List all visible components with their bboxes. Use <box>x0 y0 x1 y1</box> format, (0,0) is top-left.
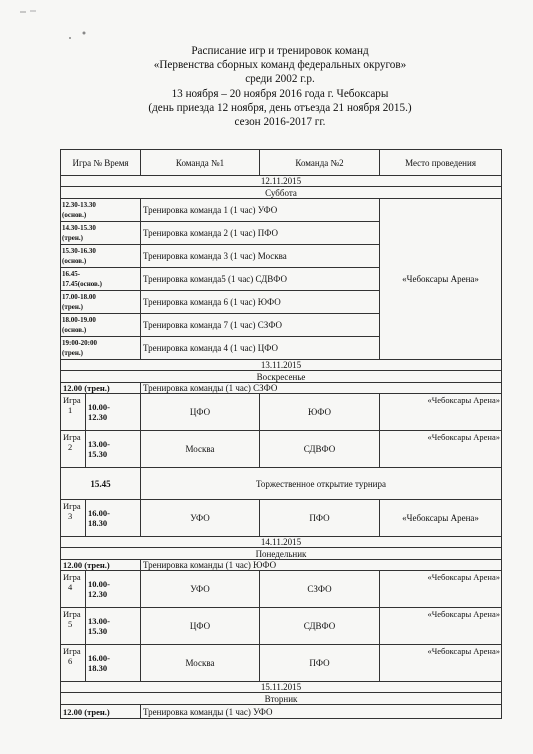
header-dates: 13 ноября – 20 ноября 2016 года г. Чебоксары <box>171 87 389 100</box>
training-row <box>61 560 502 571</box>
game-number <box>61 431 86 468</box>
game-label: Игра <box>63 609 81 619</box>
training-text: Тренировка команда 6 (1 час) ЮФО <box>141 291 380 314</box>
game-index: 2 <box>68 442 73 452</box>
weekday-row <box>61 371 502 383</box>
date-row <box>61 537 502 548</box>
game-index: 5 <box>68 619 73 629</box>
game-row <box>61 645 502 682</box>
team2-cell: ПФО <box>260 500 380 537</box>
team2-cell: СЗФО <box>260 571 380 608</box>
header-title: Расписание игр и тренировок команд <box>191 45 369 57</box>
training-time-range: 15.30-16.30 <box>62 247 96 255</box>
game-number <box>61 500 86 537</box>
training-time-type: (трен.) <box>62 349 83 357</box>
game-label: Игра <box>63 572 81 582</box>
game-time <box>86 431 141 468</box>
weekday-row <box>61 187 502 199</box>
game-index: 4 <box>68 582 73 592</box>
training-text: Тренировка команды (1 час) УФО <box>141 705 502 719</box>
team2-cell: ЮФО <box>260 394 380 431</box>
training-time <box>61 222 141 245</box>
venue-cell: «Чебоксары Арена» <box>380 431 502 468</box>
training-time-range: 12.30-13.30 <box>62 201 96 209</box>
schedule-table <box>60 149 502 719</box>
col-header-game-time: Игра № Время <box>61 150 141 176</box>
game-time-start: 10.00- <box>88 579 110 589</box>
date-cell: 15.11.2015 <box>61 682 502 693</box>
game-time-start: 13.00- <box>88 439 110 449</box>
game-label: Игра <box>63 395 81 405</box>
training-text: Тренировка команда 2 (1 час) ПФО <box>141 222 380 245</box>
team2-cell: ПФО <box>260 645 380 682</box>
venue-cell: «Чебоксары Арена» <box>380 199 502 360</box>
team1-cell: Москва <box>141 645 260 682</box>
game-index: 6 <box>68 656 73 666</box>
date-cell: 12.11.2015 <box>61 176 502 187</box>
team1-cell: УФО <box>141 500 260 537</box>
training-time-type: (трен.) <box>62 303 83 311</box>
game-time-end: 12.30 <box>88 412 108 422</box>
training-time-type: (основ.) <box>62 326 87 334</box>
game-time <box>86 608 141 645</box>
training-time-type: 17.45(основ.) <box>62 280 102 288</box>
training-time <box>61 337 141 360</box>
training-time-range: 14.30-15.30 <box>62 224 96 232</box>
weekday-cell: Понедельник <box>61 548 502 560</box>
training-time <box>61 199 141 222</box>
venue-cell: «Чебоксары Арена» <box>380 571 502 608</box>
date-cell: 13.11.2015 <box>61 360 502 371</box>
team1-cell: ЦФО <box>141 394 260 431</box>
venue-cell: «Чебоксары Арена» <box>380 394 502 431</box>
training-time-range: 17.00-18.00 <box>62 293 96 301</box>
document-header <box>60 44 500 129</box>
game-time-start: 16.00- <box>88 653 110 663</box>
training-text: Тренировка команда 1 (1 час) УФО <box>141 199 380 222</box>
training-time-type: (трен.) <box>62 234 83 242</box>
weekday-cell: Суббота <box>61 187 502 199</box>
header-season: сезон 2016-2017 гг. <box>234 116 326 129</box>
game-label: Игра <box>63 501 81 511</box>
game-number <box>61 394 86 431</box>
game-row <box>61 394 502 431</box>
venue-cell: «Чебоксары Арена» <box>380 608 502 645</box>
game-number <box>61 571 86 608</box>
game-row <box>61 571 502 608</box>
game-number <box>61 645 86 682</box>
game-time <box>86 571 141 608</box>
training-time: 12.00 (трен.) <box>61 705 141 719</box>
training-text: Тренировка команды (1 час) СЗФО <box>141 383 502 394</box>
team2-cell: СДВФО <box>260 608 380 645</box>
date-row <box>61 360 502 371</box>
table-header-row <box>61 150 502 176</box>
game-label: Игра <box>63 646 81 656</box>
team2-cell: СДВФО <box>260 431 380 468</box>
training-time <box>61 268 141 291</box>
date-row <box>61 682 502 693</box>
game-time-start: 10.00- <box>88 402 110 412</box>
header-competition: «Первенства сборных команд федеральных округов» <box>153 59 407 72</box>
date-cell: 14.11.2015 <box>61 537 502 548</box>
game-number <box>61 608 86 645</box>
game-time-end: 18.30 <box>88 663 108 673</box>
date-row <box>61 176 502 187</box>
game-time-end: 18.30 <box>88 518 108 528</box>
game-time-end: 15.30 <box>88 626 108 636</box>
training-time: 12.00 (трен.) <box>61 383 141 394</box>
game-time-end: 15.30 <box>88 449 108 459</box>
game-time <box>86 645 141 682</box>
header-arrival: (день приезда 12 ноября, день отъезда 21 ноября 2015.) <box>148 101 412 114</box>
game-index: 3 <box>68 511 73 521</box>
game-row <box>61 431 502 468</box>
game-time-start: 16.00- <box>88 508 110 518</box>
training-text: Тренировка команда 7 (1 час) СЗФО <box>141 314 380 337</box>
training-time <box>61 314 141 337</box>
training-time <box>61 291 141 314</box>
ceremony-time: 15.45 <box>61 468 141 500</box>
ceremony-row <box>61 468 502 500</box>
training-text: Тренировка команды (1 час) ЮФО <box>141 560 502 571</box>
game-label: Игра <box>63 432 81 442</box>
venue-cell: «Чебоксары Арена» <box>380 645 502 682</box>
game-time-end: 12.30 <box>88 589 108 599</box>
game-time <box>86 394 141 431</box>
team1-cell: ЦФО <box>141 608 260 645</box>
ceremony-text: Торжественное открытие турнира <box>141 468 502 500</box>
training-text: Тренировка команда5 (1 час) СДВФО <box>141 268 380 291</box>
team1-cell: УФО <box>141 571 260 608</box>
game-index: 1 <box>68 405 73 415</box>
training-time <box>61 245 141 268</box>
training-row <box>61 705 502 719</box>
training-time-type: (основ.) <box>62 211 87 219</box>
training-time-range: 18.00-19.00 <box>62 316 96 324</box>
weekday-row <box>61 693 502 705</box>
col-header-team1: Команда №1 <box>141 150 260 176</box>
weekday-row <box>61 548 502 560</box>
venue-cell: «Чебоксары Арена» <box>380 500 502 537</box>
game-time <box>86 500 141 537</box>
training-time-range: 19:00-20:00 <box>62 339 97 347</box>
training-row <box>61 199 502 222</box>
col-header-venue: Место проведения <box>380 150 502 176</box>
weekday-cell: Воскресенье <box>61 371 502 383</box>
game-row <box>61 608 502 645</box>
training-text: Тренировка команда 4 (1 час) ЦФО <box>141 337 380 360</box>
game-time-start: 13.00- <box>88 616 110 626</box>
game-row <box>61 500 502 537</box>
training-text: Тренировка команда 3 (1 час) Москва <box>141 245 380 268</box>
col-header-team2: Команда №2 <box>260 150 380 176</box>
training-time-type: (основ.) <box>62 257 87 265</box>
training-time-range: 16.45- <box>62 270 81 278</box>
header-age: среди 2002 г.р. <box>245 73 315 86</box>
team1-cell: Москва <box>141 431 260 468</box>
weekday-cell: Вторник <box>61 693 502 705</box>
training-time: 12.00 (трен.) <box>61 560 141 571</box>
training-row <box>61 383 502 394</box>
